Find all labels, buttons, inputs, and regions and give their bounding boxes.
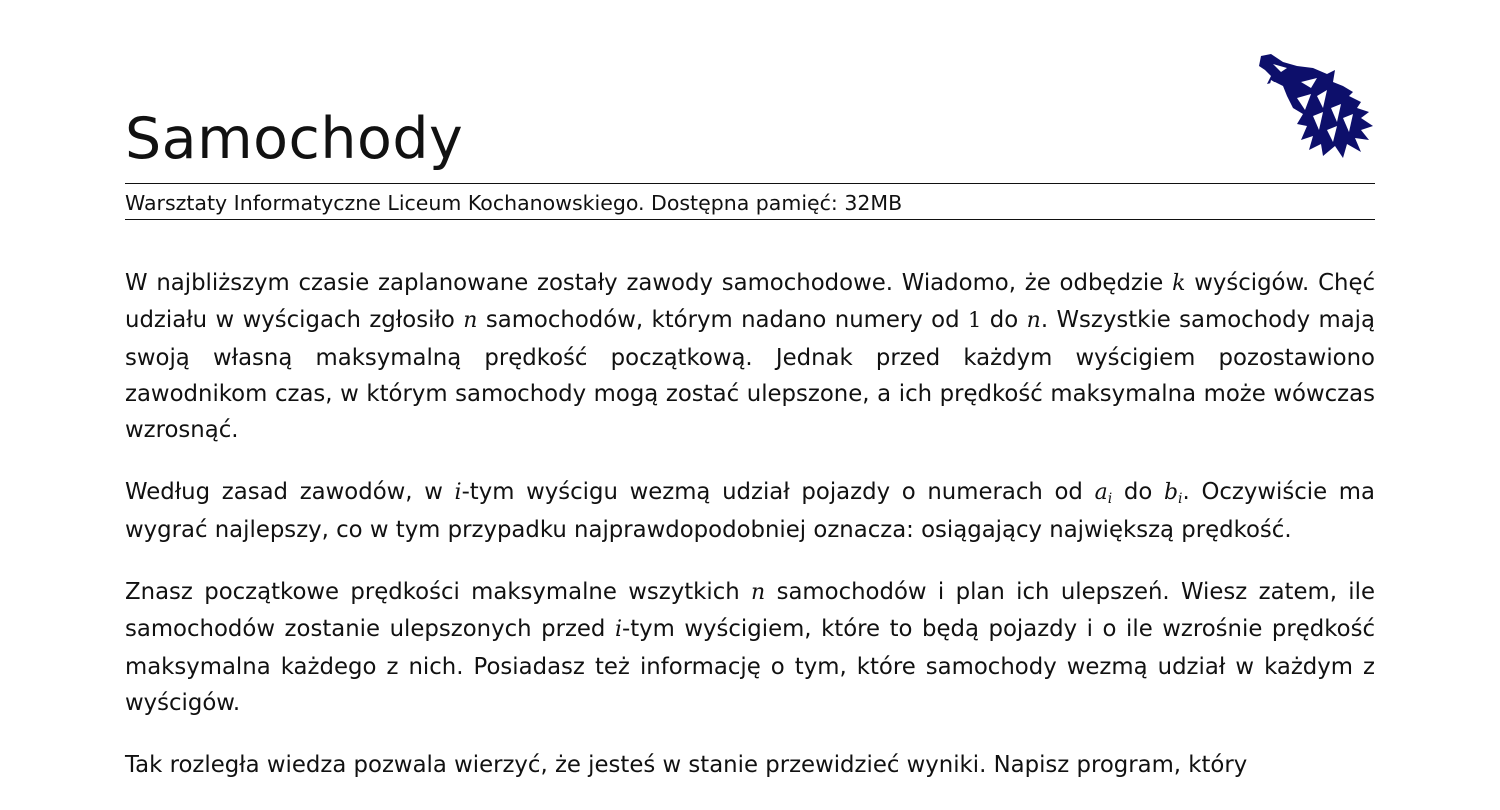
- math-var-i: i: [614, 617, 622, 643]
- paragraph-4: [125, 747, 1375, 783]
- text: Według zasad zawodów, w: [125, 479, 455, 506]
- text: . Wszystkie samochody mają swoją własną maksymalną prędkość początkową. Jednak przed każdym wyścigiem pozostawiono zawodnikom czas, w którym samochody mogą zostać ulepszone, a ich prędkość maksymalna może wówczas wzrosnąć.: [125, 307, 1375, 444]
- paragraph-3: [125, 574, 1375, 721]
- wolf-logo-icon: [1257, 52, 1377, 162]
- paragraph-2: [125, 474, 1375, 548]
- text: -tym wyścigu wezmą udział pojazdy o numerach od: [461, 479, 1095, 506]
- math-var-n: n: [1026, 308, 1041, 334]
- math-var-b: b: [1163, 480, 1179, 506]
- header-rule-bottom: [125, 219, 1375, 220]
- math-var-n: n: [751, 580, 766, 606]
- text: samochodów, którym nadano numery od: [477, 307, 969, 334]
- text: Tak rozległa wiedza pozwala wierzyć, że jesteś w stanie przewidzieć wyniki. Napisz program, który: [125, 752, 1248, 779]
- text: samochodów i plan ich ulepszeń. Wiesz zatem, ile samochodów zostanie ulepszonych przed: [125, 579, 1376, 643]
- page-title: Samochody: [125, 106, 464, 172]
- math-subscript-i: i: [1107, 491, 1113, 508]
- math-var-k: k: [1172, 271, 1186, 296]
- math-var-n: n: [463, 308, 478, 334]
- problem-statement: [125, 265, 1375, 810]
- text: Znasz początkowe prędkości maksymalne wszytkich: [125, 579, 752, 606]
- text: wyścigów. Chęć udziału w wyścigach zgłosiło: [125, 270, 1376, 334]
- math-var-b-i: [1163, 480, 1183, 508]
- header-rule-top: [125, 183, 1375, 184]
- text: -tym wyścigiem, które to będą pojazdy i o ile wzrośnie prędkość maksymalna każdego z nich. Posiadasz też informację o tym, które samochody wezmą udział w każdym z wyścigów.: [125, 616, 1375, 716]
- text: do: [981, 307, 1027, 334]
- text: do: [1112, 479, 1164, 506]
- math-var-a: a: [1094, 480, 1108, 506]
- math-var-a-i: [1094, 480, 1113, 508]
- math-var-i: i: [454, 480, 462, 506]
- math-subscript-i: i: [1178, 491, 1183, 508]
- page-subtitle: Warsztaty Informatyczne Liceum Kochanowskiego. Dostępna pamięć: 32MB: [125, 191, 903, 215]
- math-number-1: 1: [968, 308, 982, 333]
- text: W najbliższym czasie zaplanowane zostały zawody samochodowe. Wiadomo, że odbędzie: [125, 270, 1173, 296]
- text: . Oczywiście ma wygrać najlepszy, co w tym przypadku najprawdopodobniej oznacza: osiągający największą prędkość.: [125, 479, 1375, 543]
- paragraph-1: [125, 265, 1375, 448]
